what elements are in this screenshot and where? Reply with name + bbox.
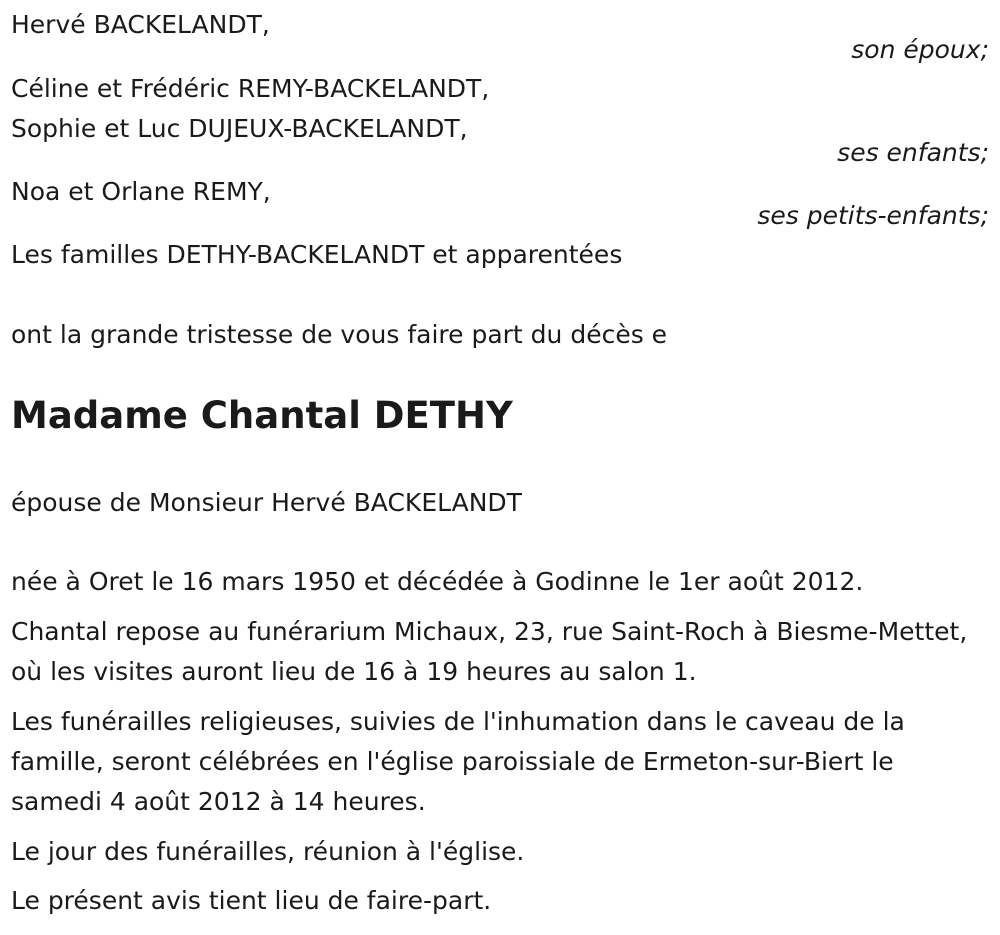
families-line: Les familles DETHY-BACKELANDT et apparentées [11,240,623,269]
child-line-1: Céline et Frédéric REMY-BACKELANDT, [11,74,490,103]
meeting-line: Le jour des funérailles, réunion à l'église. [11,837,525,866]
deceased-name: Madame Chantal DETHY [11,394,513,437]
grandchildren-line: Noa et Orlane REMY, [11,177,271,206]
children-role: ses enfants; [837,138,989,167]
notice-line: Le présent avis tient lieu de faire-part. [11,886,492,915]
grandchildren-role: ses petits-enfants; [757,201,989,230]
funeral-paragraph: Les funérailles religieuses, suivies de l'inhumation dans le caveau de la famille, seront célébrées en l'église paroissiale de Ermeton-sur-Biert le samedi 4 août 2012 à 14 heures. [11,707,905,816]
birth-death-line: née à Oret le 16 mars 1950 et décédée à Godinne le 1er août 2012. [11,567,864,596]
rest-paragraph: Chantal repose au funérarium Michaux, 23, rue Saint-Roch à Biesme-Mettet, où les visites auront lieu de 16 à 19 heures au salon 1. [11,617,968,686]
announcement-text: ont la grande tristesse de vous faire part du décès e [11,320,668,349]
spouse-name: Hervé BACKELANDT, [11,10,270,39]
spouse-role: son époux; [851,35,989,64]
spouse-of-line: épouse de Monsieur Hervé BACKELANDT [11,488,522,517]
child-line-2: Sophie et Luc DUJEUX-BACKELANDT, [11,114,468,143]
